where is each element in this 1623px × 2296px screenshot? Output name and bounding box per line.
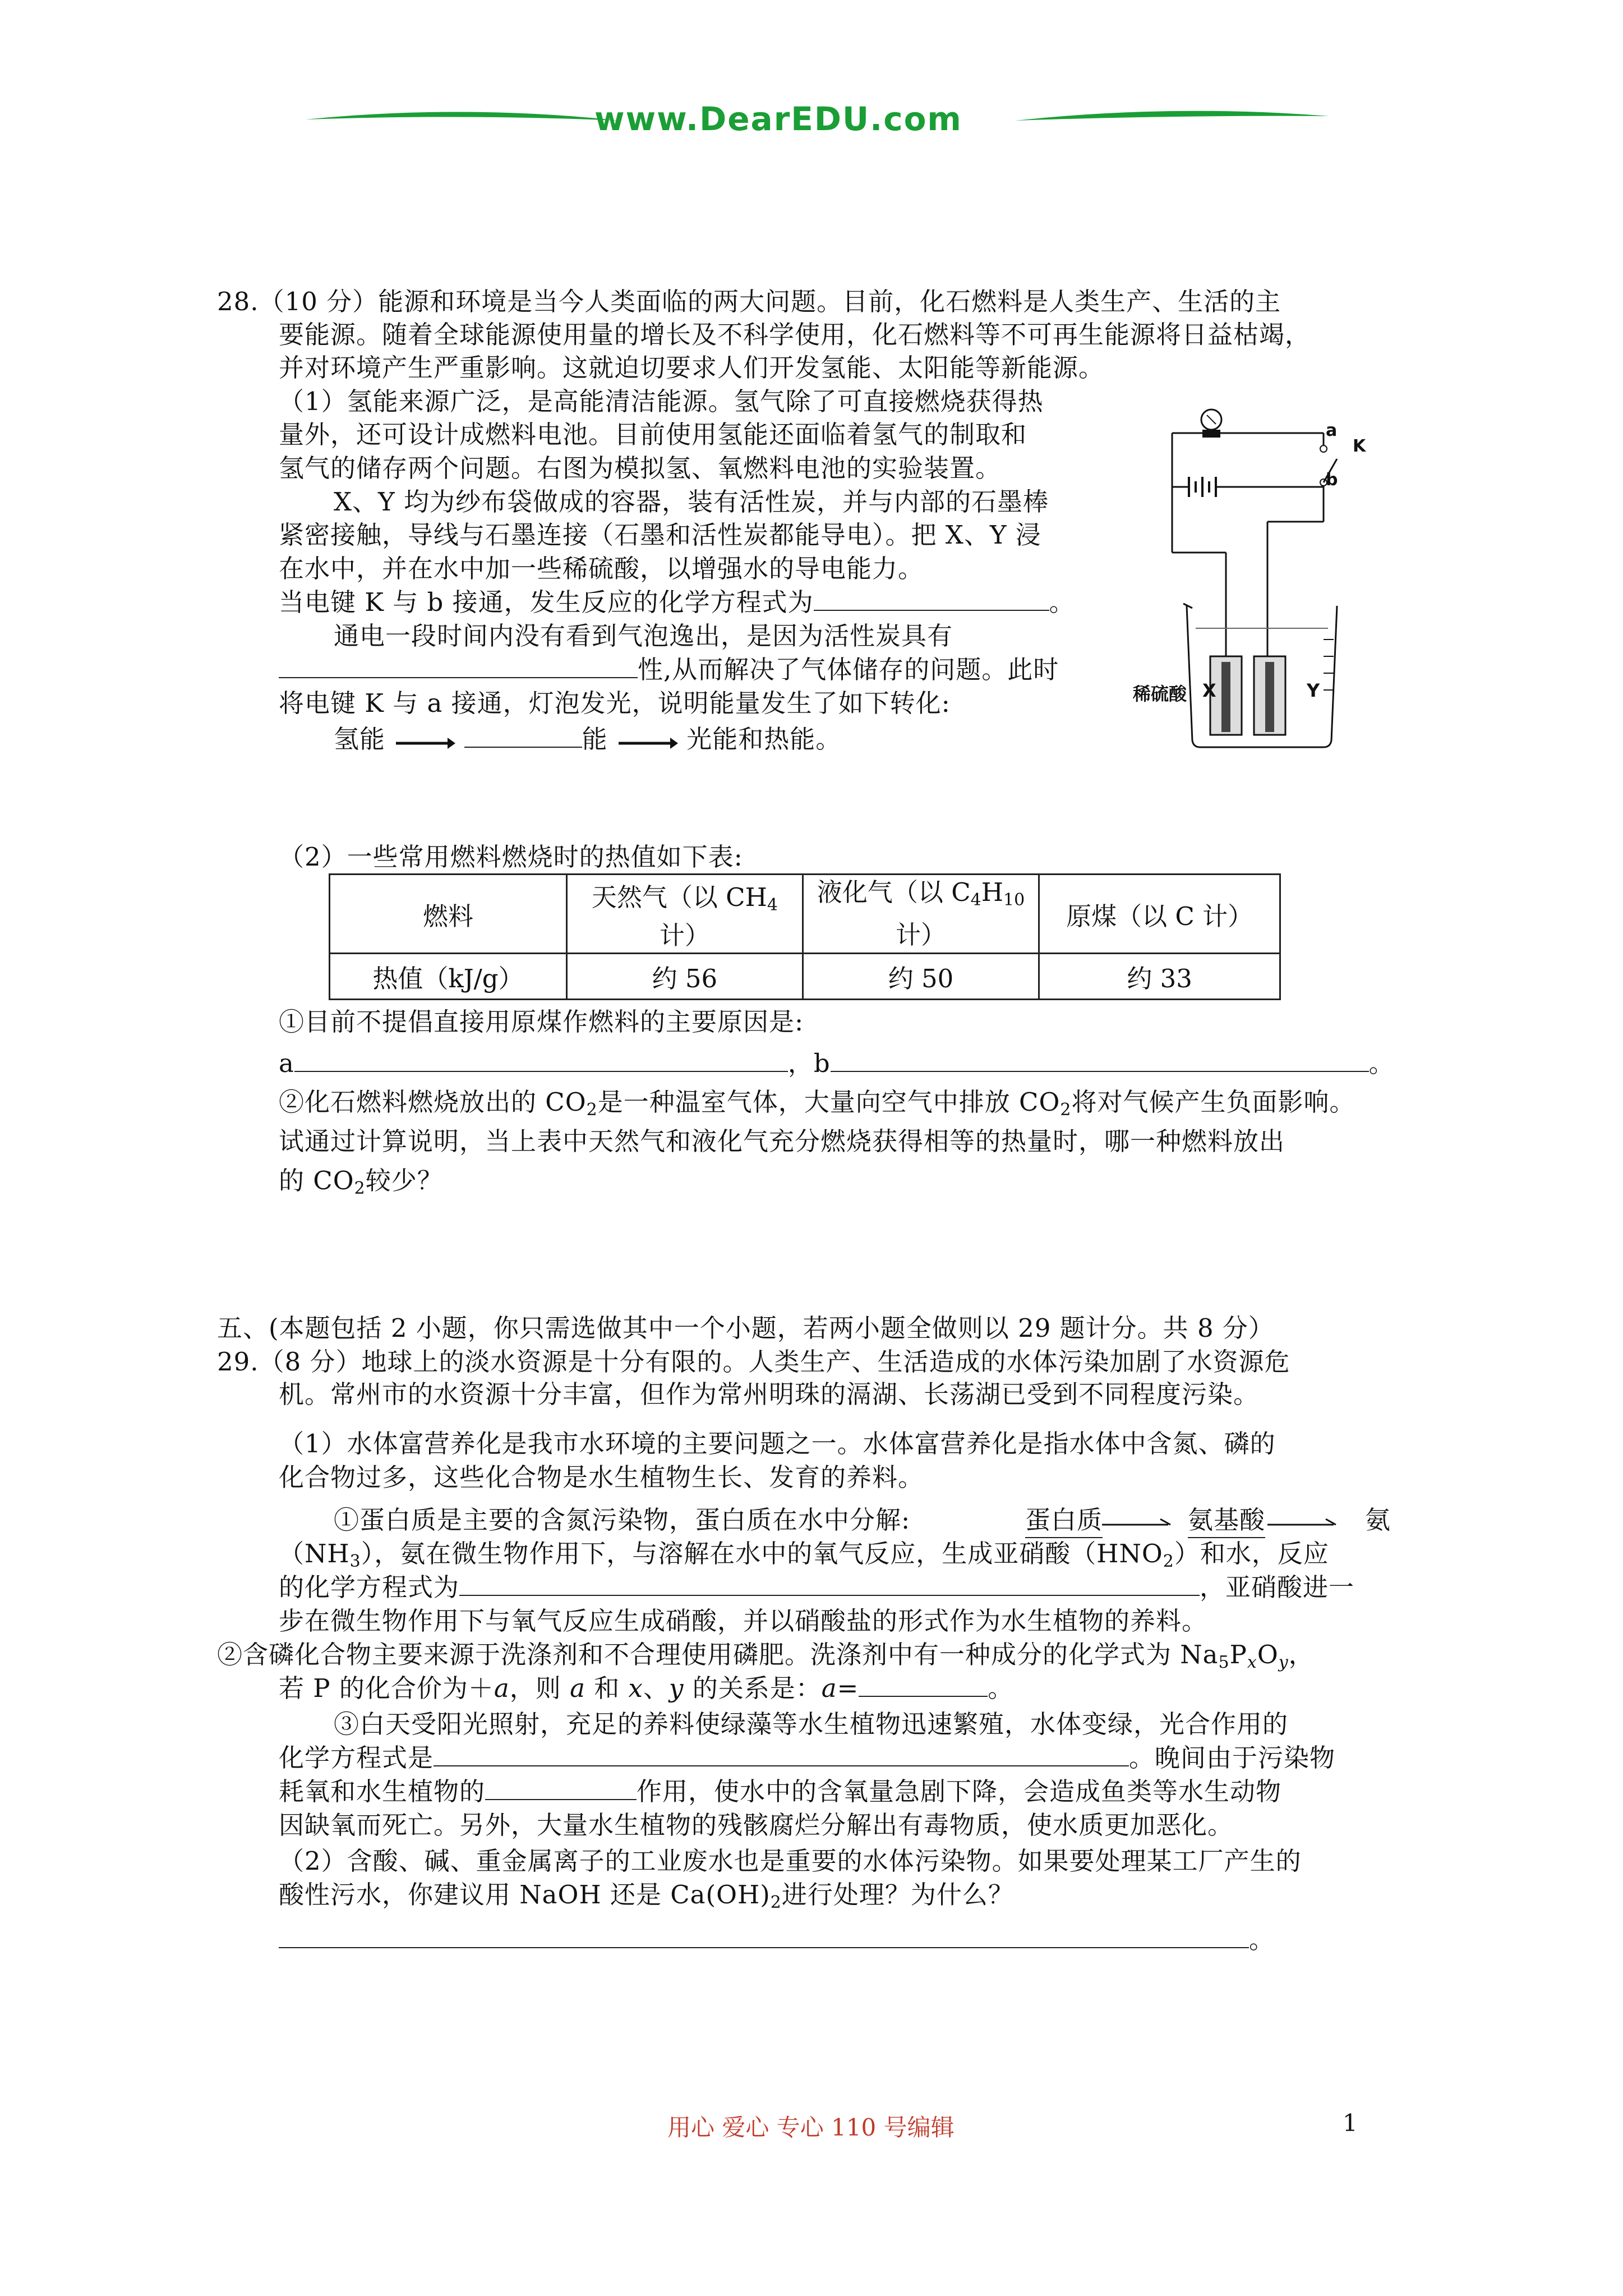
q29-line2: 机。常州市的水资源十分丰富，但作为常州明珠的滆湖、长荡湖已受到不同程度污染。 <box>279 1379 1260 1409</box>
header-swoosh-left-icon <box>306 104 620 137</box>
q28-p1-line1: （1）氢能来源广泛，是高能清洁能源。氢气除了可直接燃烧获得热 <box>279 386 1044 416</box>
arrow-right-icon <box>616 733 678 750</box>
q28-p1-line10: 将电键 K 与 a 接通，灯泡发光，说明能量发生了如下转化: <box>279 688 951 718</box>
q28-p1-line6: 在水中，并在水中加一些稀硫酸，以增强水的导电能力。 <box>279 554 924 583</box>
section5-heading: 五、(本题包括 2 小题，你只需选做其中一个小题，若两小题全做则以 29 题计分。共 8 分） <box>217 1313 1274 1343</box>
q29-treatment-answer-blank[interactable] <box>279 1924 1249 1948</box>
q28-p1-line8: 通电一段时间内没有看到气泡逸出，是因为活性炭具有 <box>334 621 953 651</box>
q28-equation-blank[interactable] <box>814 586 1049 611</box>
energy-hydrogen: 氢能 <box>334 724 386 754</box>
q28-equation-prompt: 当电键 K 与 b 接通，发生反应的化学方程式为 <box>279 587 814 617</box>
reaction-arrow-1-icon <box>1102 1508 1175 1530</box>
q28-sub2-line3: 的 $CO_2$较少？ <box>279 1166 443 1198</box>
page-number: 1 <box>1343 2109 1358 2137</box>
q29-s1-line2: $(NH_3)$，氨在微生物作用下，与溶解在水中的氧气反应，生成亚硝酸$(HNO_2)$和水，反应 <box>279 1539 1329 1571</box>
q29-s1-line4: 步在微生物作用下与氧气反应生成硝酸，并以硝酸盐的形式作为水生植物的养料。 <box>279 1606 1208 1636</box>
q28-p2-intro: （2）一些常用燃料燃烧时的热值如下表: <box>279 842 743 872</box>
q29-respiration-blank[interactable] <box>485 1775 637 1800</box>
energy-light-heat: 光能和热能。 <box>686 724 842 754</box>
q28-energy-line <box>334 723 841 756</box>
header-brand: www.DearEDU.com <box>594 100 962 138</box>
q28-p1-line5: 紧密接触，导线与石墨连接（石墨和活性炭都能导电）。把 X、Y 浸 <box>279 520 1041 550</box>
q28-sub2-line1: ②化石燃料燃烧放出的 $CO_2$是一种温室气体，大量向空气中排放 $CO_2$将对气候产生负面影响。 <box>279 1087 1355 1120</box>
arrow-right-icon <box>394 733 455 750</box>
q29-s3-line4: 因缺氧而死亡。另外，大量水生植物的残骸腐烂分解出有毒物质，使水质更加恶化。 <box>279 1810 1234 1840</box>
acid-label: 稀硫酸 <box>1133 683 1187 705</box>
q28-period: 。 <box>1049 587 1075 617</box>
q29-photosynthesis-blank[interactable] <box>434 1742 1129 1766</box>
q28-sub2-line2: 试通过计算说明，当上表中天然气和液化气充分燃烧获得相等的热量时，哪一种燃料放出 <box>279 1126 1285 1156</box>
q29-nitrite-equation-blank[interactable] <box>459 1571 1200 1596</box>
table-cell-coal: 约 33 <box>1039 954 1280 1000</box>
switch-label-b: b <box>1326 470 1338 490</box>
word-ammonia: 氨 <box>1365 1505 1391 1535</box>
table-cell-lpg: 约 50 <box>803 954 1039 1000</box>
q29-s2-line1: ②含磷化合物主要来源于洗涤剂和不合理使用磷肥。洗涤剂中有一种成分的化学式为 $Na_5P_xO_y$， <box>217 1640 1315 1672</box>
q29-s3-line3: 耗氧和水生植物的 作用，使水中的含氧量急剧下降，会造成鱼类等水生动物 <box>279 1777 1282 1806</box>
q29-p2-line2: 酸性污水，你建议用 NaOH 还是 $Ca(OH)_2$进行处理？为什么？ <box>279 1880 1014 1912</box>
q29-p2-answer: 。 <box>279 1923 1275 1957</box>
period: 。 <box>1368 1048 1395 1078</box>
q29-s2-line2: 若 P 的化合价为＋a，则 a 和 x、y 的关系是：a= 。 <box>279 1673 1014 1703</box>
q28-property-text: 性,从而解决了气体储存的问题。此时 <box>638 655 1059 684</box>
q28-p1-line9 <box>279 653 1059 687</box>
q28-p1-line4: X、Y 均为纱布袋做成的容器，装有活性炭，并与内部的石墨棒 <box>334 487 1049 517</box>
energy-label: 能 <box>582 724 608 754</box>
q28-p1-line3: 氢气的储存两个问题。右图为模拟氢、氧燃料电池的实验装置。 <box>279 453 1002 483</box>
table-row-label: 热值（kJ/g） <box>330 954 567 1000</box>
switch-label-k: K <box>1353 436 1366 456</box>
bag-label-x: X <box>1202 680 1216 701</box>
q29-s3-line1: ③白天受阳光照射，充足的养料使绿藻等水生植物迅速繁殖，水体变绿，光合作用的 <box>334 1709 1289 1739</box>
q28-line3: 并对环境产生严重影响。这就迫切要求人们开发氢能、太阳能等新能源。 <box>279 353 1105 383</box>
fuel-cell-apparatus <box>1155 393 1380 752</box>
word-protein: 蛋白质 <box>1025 1503 1103 1538</box>
q29-valence-blank[interactable] <box>859 1672 988 1697</box>
q28-sub1: ①目前不提倡直接用原煤作燃料的主要原因是: <box>279 1007 804 1037</box>
word-amino-acid: 氨基酸 <box>1188 1503 1265 1538</box>
table-header-lpg: 液化气（以 $C_4H_{10}$ 计） <box>803 875 1039 954</box>
q29-line1: 29.（8 分）地球上的淡水资源是十分有限的。人类生产、生活造成的水体污染加剧了水资源危 <box>217 1347 1290 1377</box>
q28-line2: 要能源。随着全球能源使用量的增长及不科学使用，化石燃料等不可再生能源将日益枯竭， <box>279 320 1311 349</box>
answer-b-label: ，b <box>787 1048 831 1078</box>
q28-p1-line7 <box>279 586 1075 619</box>
q29-p1-line1: （1）水体富营养化是我市水环境的主要问题之一。水体富营养化是指水体中含氮、磷的 <box>279 1429 1276 1458</box>
bag-label-y: Y <box>1307 680 1320 701</box>
q28-p1-line2: 量外，还可设计成燃料电池。目前使用氢能还面临着氢气的制取和 <box>279 420 1027 449</box>
q28-sub1-answers <box>279 1047 1395 1080</box>
table-header-natural-gas: 天然气（以 $CH_4$计） <box>566 875 803 954</box>
q29-s3-line2: 化学方程式是 。晚间由于污染物 <box>279 1743 1336 1773</box>
switch-label-a: a <box>1326 421 1338 440</box>
q28-property-blank[interactable] <box>279 654 638 678</box>
answer-a-blank[interactable] <box>294 1047 788 1072</box>
reaction-arrow-2-icon <box>1267 1508 1340 1530</box>
q29-p2-line1: （2）含酸、碱、重金属离子的工业废水也是重要的水体污染物。如果要处理某工厂产生的 <box>279 1846 1302 1876</box>
table-header-fuel: 燃料 <box>330 875 567 954</box>
table-header-coal: 原煤（以 C 计） <box>1039 875 1280 954</box>
q28-line1: 28.（10 分）能源和环境是当今人类面临的两大问题。目前，化石燃料是人类生产、生活的主 <box>217 287 1281 316</box>
fuel-heat-table <box>329 873 1281 1000</box>
footer-text: 用心 爱心 专心 110 号编辑 <box>667 2114 955 2141</box>
answer-a-label: a <box>279 1048 294 1078</box>
answer-b-blank[interactable] <box>831 1047 1369 1072</box>
q28-energy-blank[interactable] <box>464 723 582 748</box>
q29-p1-line2: 化合物过多，这些化合物是水生植物生长、发育的养料。 <box>279 1462 924 1492</box>
q29-s1-line3: 的化学方程式为 ，亚硝酸进一 <box>279 1572 1355 1602</box>
q29-s1-line1: ①蛋白质是主要的含氮污染物，蛋白质在水中分解: <box>334 1505 911 1535</box>
header-swoosh-right-icon <box>1015 104 1329 137</box>
table-cell-natural-gas: 约 56 <box>566 954 803 1000</box>
